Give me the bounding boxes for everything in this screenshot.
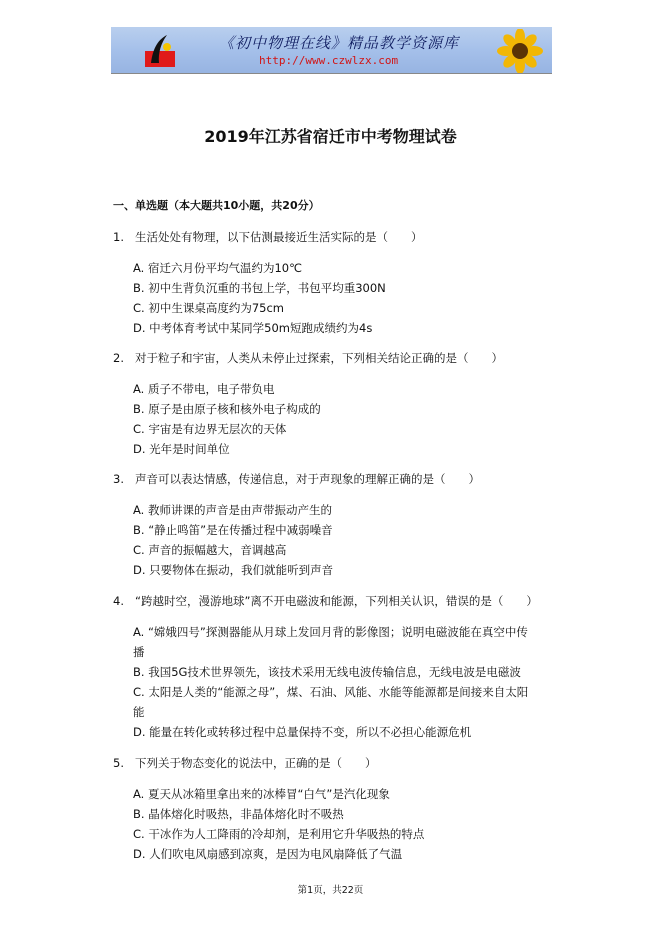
option-5c: C. 干冰作为人工降雨的冷却剂，是利用它升华吸热的特点 [133,827,425,841]
question-number: 2. [113,351,124,365]
option-2d: D. 光年是时间单位 [133,442,230,456]
option-4c: C. 太阳是人类的“能源之母”，煤、石油、风能、水能等能源都是间接来自太阳 [133,685,529,699]
question-1 [113,229,423,245]
question-text: 下列关于物态变化的说法中，正确的是（ ） [135,756,377,770]
option-1a: A. 宿迁六月份平均气温约为10℃ [133,261,303,275]
question-4 [113,593,538,609]
question-3 [113,471,480,487]
question-number: 1. [113,230,124,244]
option-2a: A. 质子不带电，电子带负电 [133,382,275,396]
option-4a: A. “嫦娥四号”探测器能从月球上发回月背的影像图；说明电磁波能在真空中传 [133,625,528,639]
header-banner [111,27,552,73]
option-4d: D. 能量在转化或转移过程中总量保持不变，所以不必担心能源危机 [133,725,472,739]
option-3d: D. 只要物体在振动，我们就能听到声音 [133,563,334,577]
page-title: 2019年江苏省宿迁市中考物理试卷 [204,127,457,146]
option-1c: C. 初中生课桌高度约为75cm [133,301,284,315]
question-number: 5. [113,756,124,770]
question-text: 生活处处有物理，以下估测最接近生活实际的是（ ） [135,230,423,244]
section-heading: 一、单选题（本大题共10小题，共20分） [113,199,320,212]
question-text: “跨越时空，漫游地球”离不开电磁波和能源，下列相关认识，错误的是（ ） [135,594,538,608]
option-4b: B. 我国5G技术世界领先，该技术采用无线电波传输信息，无线电波是电磁波 [133,665,521,679]
option-3a: A. 教师讲课的声音是由声带振动产生的 [133,503,332,517]
page-footer: 第1页，共22页 [297,885,364,896]
option-1d: D. 中考体育考试中某同学50m短跑成绩约为4s [133,321,373,335]
option-2c: C. 宇宙是有边界无层次的天体 [133,422,287,436]
question-text: 声音可以表达情感，传递信息，对于声现象的理解正确的是（ ） [135,472,480,486]
option-1b: B. 初中生背负沉重的书包上学，书包平均重300N [133,281,386,295]
option-2b: B. 原子是由原子核和核外电子构成的 [133,402,321,416]
option-4a-cont: 播 [133,645,145,659]
question-5 [113,755,377,771]
option-5a: A. 夏天从冰箱里拿出来的冰棒冒“白气”是汽化现象 [133,787,390,801]
option-5b: B. 晶体熔化时吸热，非晶体熔化时不吸热 [133,807,344,821]
question-2 [113,350,503,366]
banner-url[interactable]: http://www.czwlzx.com [259,54,399,67]
option-4c-cont: 能 [133,705,145,719]
header-rule [111,73,552,74]
question-text: 对于粒子和宇宙，人类从未停止过探索，下列相关结论正确的是（ ） [135,351,503,365]
question-number: 3. [113,472,124,486]
question-number: 4. [113,594,124,608]
option-3b: B. “静止鸣笛”是在传播过程中减弱噪音 [133,523,333,537]
option-3c: C. 声音的振幅越大，音调越高 [133,543,287,557]
sunflower-icon [490,29,550,73]
banner-title: 《初中物理在线》精品教学资源库 [219,34,460,52]
option-5d: D. 人们吹电风扇感到凉爽，是因为电风扇降低了气温 [133,847,403,861]
logo-icon [141,33,179,69]
